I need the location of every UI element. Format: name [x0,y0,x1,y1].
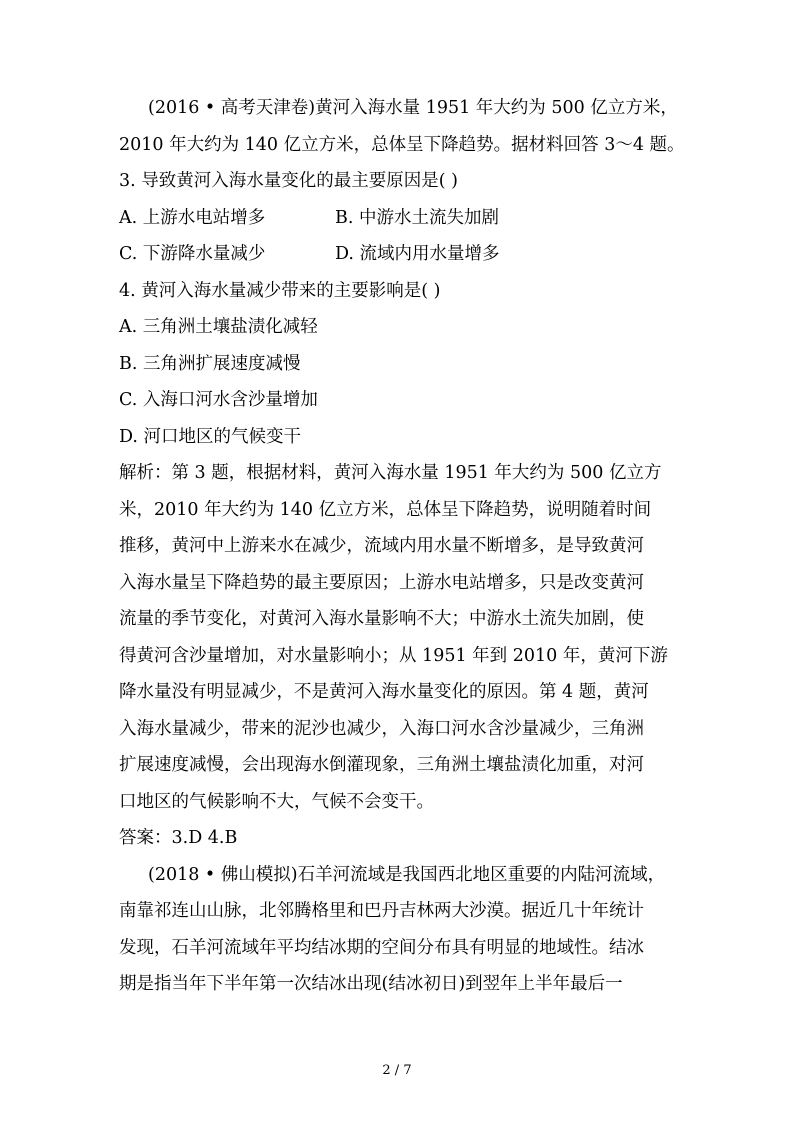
intro2-line: 期是指当年下半年第一次结冰出现(结冰初日)到翌年上半年最后一 [119,974,623,994]
analysis-line: 推移，黄河中上游来水在减少，流域内用水量不断增多，是导致黄河 [119,536,644,556]
question-4-option-c: C. 入海口河水含沙量增加 [119,390,318,410]
question-4-option-d: D. 河口地区的气候变干 [119,426,302,447]
question-3-options-row-1 [119,200,681,237]
material-intro-2018 [119,857,681,1003]
analysis-paragraph [119,455,681,820]
intro2-line: 南靠祁连山山脉，北邻腾格里和巴丹吉林两大沙漠。据近几十年统计 [119,901,644,921]
material-intro-2016 [119,90,685,163]
question-4-stem: 4. 黄河入海水量减少带来的主要影响是( ) [119,280,441,301]
question-3-option-c: C. 下游降水量减少 [119,244,266,264]
analysis-line: 得黄河含沙量增加，对水量影响小；从 1951 年到 2010 年，黄河下游 [119,645,668,666]
analysis-line: 流量的季节变化，对黄河入海水量影响不大；中游水土流失加剧，使 [119,609,644,629]
page-number: 2 / 7 [382,1063,412,1078]
question-4 [119,273,681,456]
answer-line: 答案：3.D 4.B [119,828,238,848]
analysis-line: 米，2010 年大约为 140 亿立方米，总体呈下降趋势，说明随着时间 [119,499,652,520]
question-3-option-b: B. 中游水土流失加剧 [335,207,499,228]
question-3-stem: 3. 导致黄河入海水量变化的最主要原因是( ) [119,171,458,191]
analysis-line: 降水量没有明显减少，不是黄河入海水量变化的原因。第 4 题，黄河 [119,682,649,702]
analysis-line: 扩展速度减慢，会出现海水倒灌现象，三角洲土壤盐渍化加重，对河 [119,755,644,775]
analysis-line: 入海水量减少，带来的泥沙也减少，入海口河水含沙量减少，三角洲 [119,718,644,739]
page-content [119,90,685,1003]
question-4-option-b: B. 三角洲扩展速度减慢 [119,353,301,374]
intro2-line: (2018 • 佛山模拟)石羊河流域是我国西北地区重要的内陆河流域， [148,864,666,885]
question-3-option-d: D. 流域内用水量增多 [335,244,500,264]
intro2-line: 发现，石羊河流域年平均结冰期的空间分布具有明显的地域性。结冰 [119,937,644,958]
question-3-option-a: A. 上游水电站增多 [119,207,266,228]
question-4-option-a: A. 三角洲土壤盐渍化减轻 [119,317,318,337]
question-3 [119,163,681,273]
analysis-line: 入海水量呈下降趋势的最主要原因；上游水电站增多，只是改变黄河 [119,572,644,593]
intro-line-1: (2016 • 高考天津卷)黄河入海水量 1951 年大约为 500 亿立方米， [148,98,678,118]
question-3-options-row-2 [119,236,681,273]
analysis-line: 口地区的气候影响不大，气候不会变干。 [119,791,434,812]
intro-line-2: 2010 年大约为 140 亿立方米，总体呈下降趋势。据材料回答 3～4 题。 [119,134,685,155]
analysis-line: 解析：第 3 题，根据材料，黄河入海水量 1951 年大约为 500 亿立方 [119,463,662,483]
